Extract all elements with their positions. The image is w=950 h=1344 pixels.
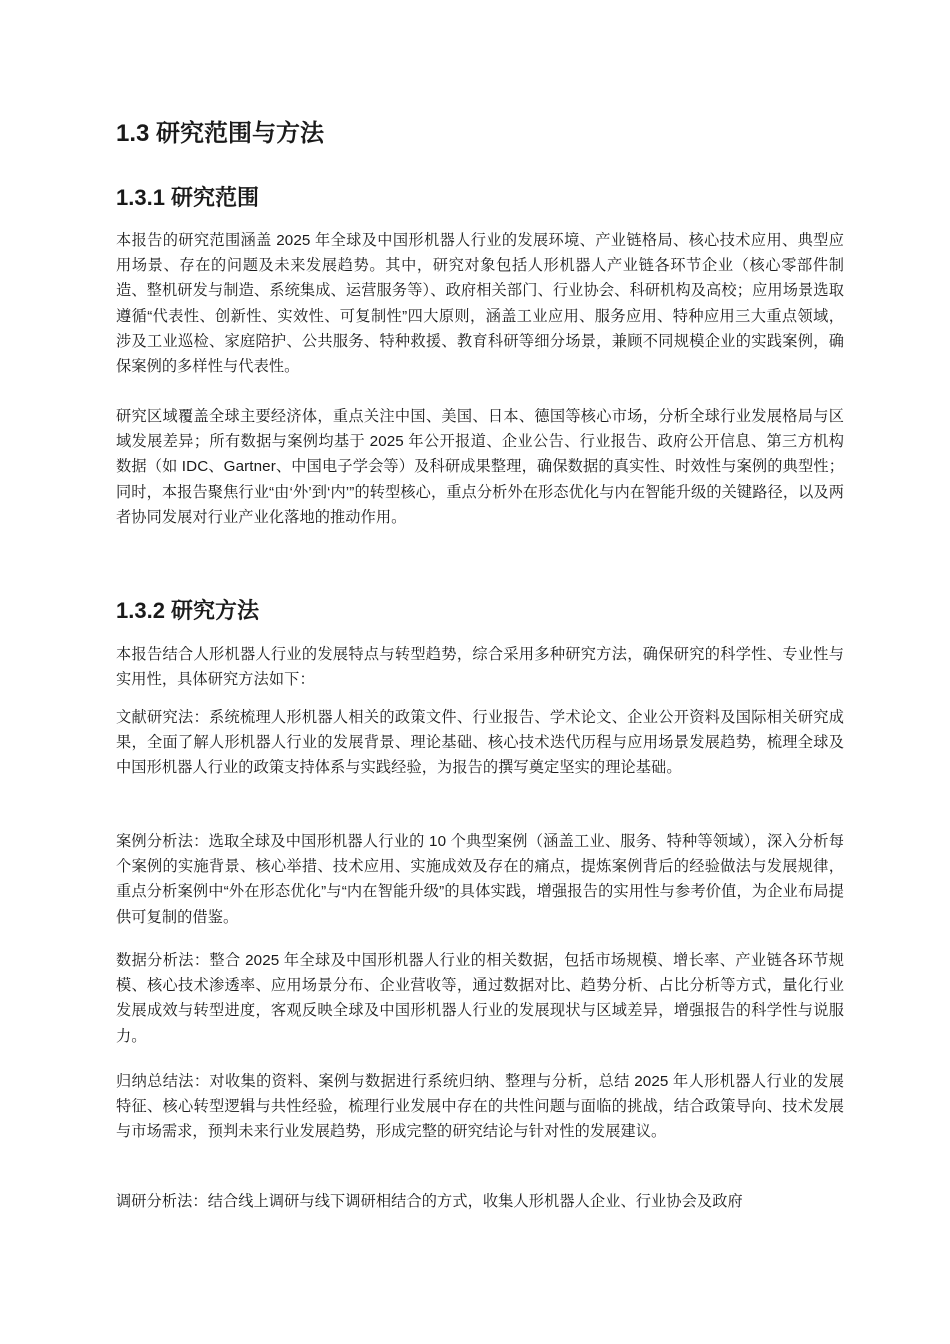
scope-paragraph: 研究区域覆盖全球主要经济体，重点关注中国、美国、日本、德国等核心市场，分析全球行业发展格局与区域发展差异；所有数据与案例均基于 2025 年公开报道、企业公告、行业报告、政府公开信息、第三方机构数据（如 IDC、Gartner、中国电子学会等）及科研成果整理，确保数据的真实性、时效性与案例的典型性；同时，本报告聚焦行业“由‘外’到‘内’”的转型核心，重点分析外在形态优化与内在智能升级的关键路径，以及两者协同发展对行业产业化落地的推动作用。: [116, 408, 844, 526]
method-data-paragraph: 数据分析法：整合 2025 年全球及中国形机器人行业的相关数据，包括市场规模、增长率、产业链各环节规模、核心技术渗透率、应用场景分布、企业营收等，通过数据对比、趋势分析、占比分析等方式，量化行业发展成效与转型进度，客观反映全球及中国形机器人行业的发展现状与区域差异，增强报告的科学性与说服力。: [116, 952, 844, 1045]
section-title: 1.3 研究范围与方法: [116, 120, 325, 147]
method-induction-paragraph: 归纳总结法：对收集的资料、案例与数据进行系统归纳、整理与分析，总结 2025 年人形机器人行业的发展特征、核心转型逻辑与共性经验，梳理行业发展中存在的共性问题与面临的挑战，结合政策导向、技术发展与市场需求，预判未来行业发展趋势，形成完整的研究结论与针对性的发展建议。: [116, 1073, 844, 1141]
methods-heading: 1.3.2 研究方法: [116, 598, 260, 623]
scope-paragraph: 本报告的研究范围涵盖 2025 年全球及中国形机器人行业的发展环境、产业链格局、核心技术应用、典型应用场景、存在的问题及未来发展趋势。其中，研究对象包括人形机器人产业链各环节企业（核心零部件制造、整机研发与制造、系统集成、运营服务等）、政府相关部门、行业协会、科研机构及高校；应用场景选取遵循“代表性、创新性、实效性、可复制性”四大原则，涵盖工业应用、服务应用、特种应用三大重点领域，涉及工业巡检、家庭陪护、公共服务、特种救援、教育科研等细分场景，兼顾不同规模企业的实践案例，确保案例的多样性与代表性。: [116, 232, 844, 376]
method-literature-paragraph: 文献研究法：系统梳理人形机器人相关的政策文件、行业报告、学术论文、企业公开资料及国际相关研究成果，全面了解人形机器人行业的发展背景、理论基础、核心技术迭代历程与应用场景发展趋势，梳理全球及中国形机器人行业的政策支持体系与实践经验，为报告的撰写奠定坚实的理论基础。: [116, 709, 844, 777]
method-survey-paragraph: 调研分析法：结合线上调研与线下调研相结合的方式，收集人形机器人企业、行业协会及政府: [116, 1193, 743, 1210]
scope-heading: 1.3.1 研究范围: [116, 185, 260, 210]
method-case-paragraph: 案例分析法：选取全球及中国形机器人行业的 10 个典型案例（涵盖工业、服务、特种等领域），深入分析每个案例的实施背景、核心举措、技术应用、实施成效及存在的痛点，提炼案例背后的经验做法与发展规律，重点分析案例中“外在形态优化”与“内在智能升级”的具体实践，增强报告的实用性与参考价值，为企业布局提供可复制的借鉴。: [116, 833, 844, 926]
methods-intro-paragraph: 本报告结合人形机器人行业的发展特点与转型趋势，综合采用多种研究方法，确保研究的科学性、专业性与实用性，具体研究方法如下：: [116, 646, 844, 689]
